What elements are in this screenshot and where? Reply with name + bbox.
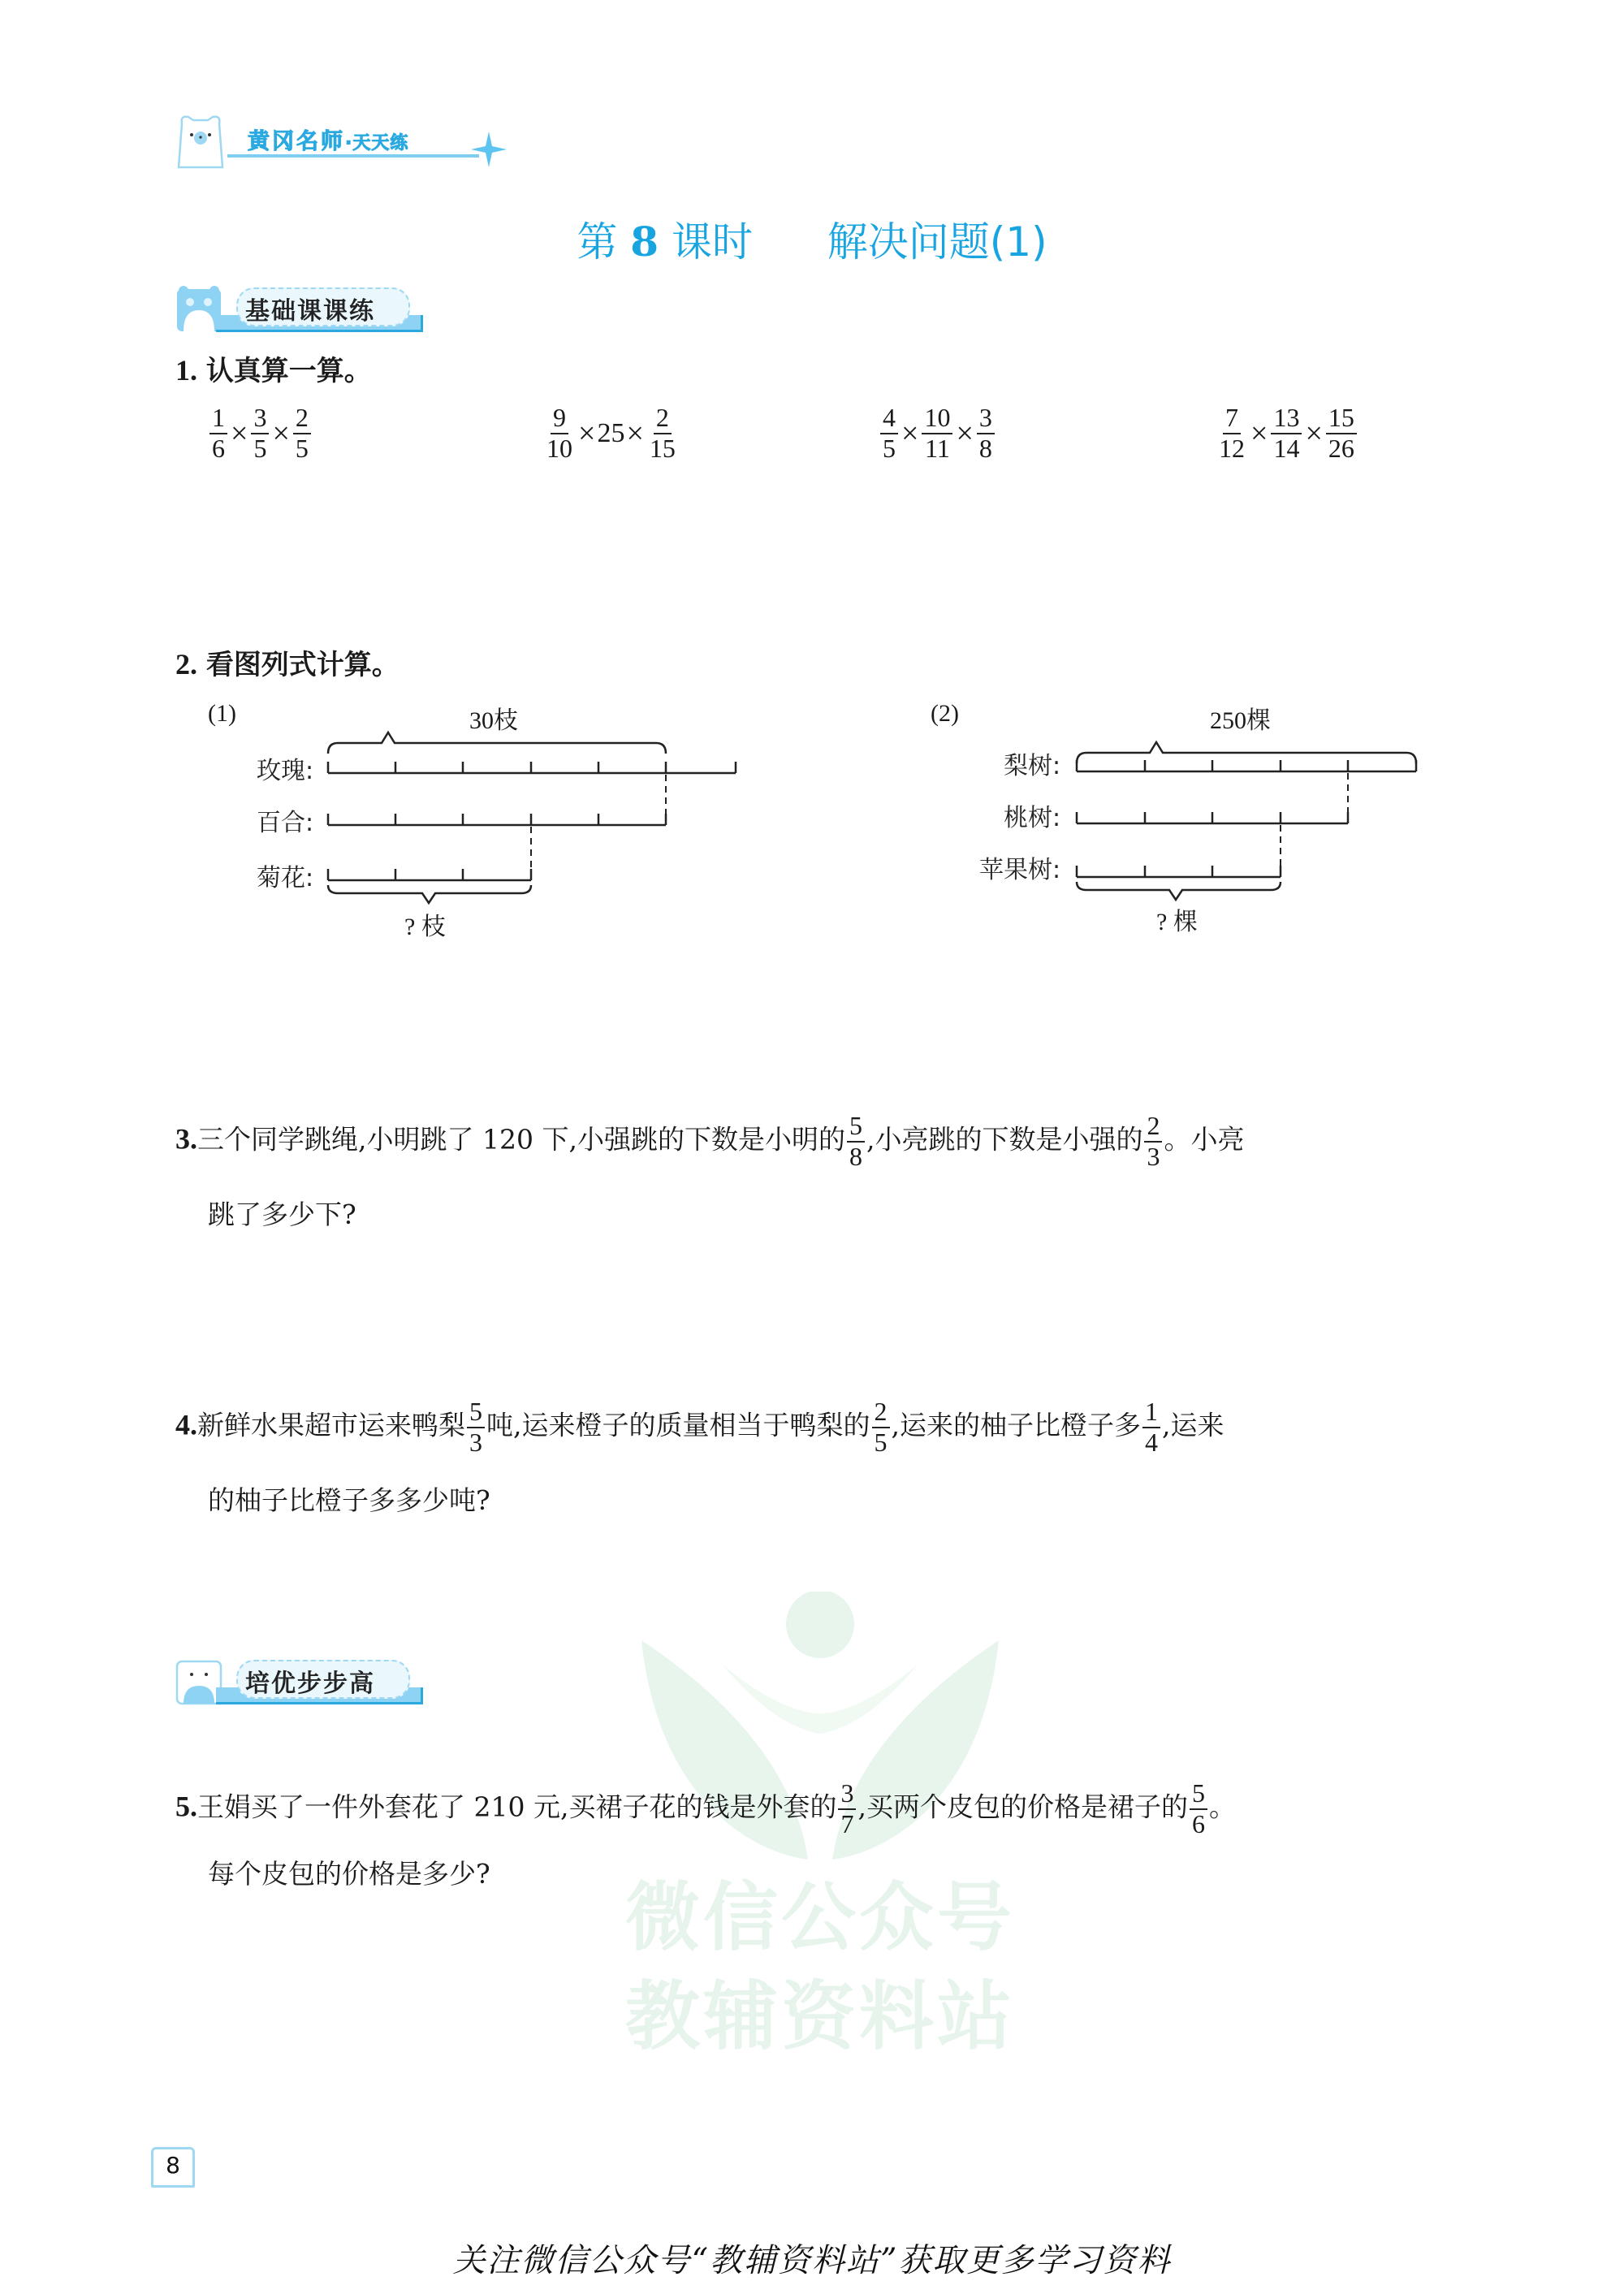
expression-4 bbox=[1215, 404, 1358, 462]
section-title-basic: 基础课课练 bbox=[245, 297, 375, 326]
lesson-topic: 解决问题(1) bbox=[827, 218, 1047, 266]
watermark-line-2: 教辅资料站 bbox=[624, 1973, 1015, 2060]
question-4-continuation: 的柚子比橙子多多少吨? bbox=[208, 1484, 490, 1516]
row-label-peach-tree: 桃树: bbox=[1004, 804, 1061, 832]
times-sign: × bbox=[272, 416, 290, 451]
times-sign: × bbox=[901, 416, 919, 451]
fraction: $\frac{5}{3}$ bbox=[467, 1398, 485, 1456]
fraction: $\frac{1}{6}$ bbox=[209, 404, 227, 462]
footer-note: 关注微信公众号“教辅资料站”获取更多学习资料 bbox=[452, 2242, 1172, 2279]
fraction: $\frac{2}{15}$ bbox=[649, 403, 676, 463]
diagram-1-unknown: ? 枝 bbox=[404, 914, 446, 940]
title-prefix: 第 bbox=[577, 218, 618, 266]
times-sign: × bbox=[578, 416, 596, 451]
times-sign: × bbox=[231, 416, 248, 451]
row-label-pear-tree: 梨树: bbox=[1004, 752, 1061, 780]
section-banner-advanced bbox=[175, 1657, 419, 1705]
question-3-continuation: 跳了多少下? bbox=[208, 1199, 356, 1230]
row-label-chrysanthemum: 菊花: bbox=[257, 864, 314, 892]
question-4 bbox=[175, 1398, 1224, 1456]
question-text: ,买两个皮包的价格是裙子的 bbox=[857, 1791, 1188, 1823]
question-2-heading bbox=[175, 650, 400, 679]
row-label-lily: 百合: bbox=[257, 809, 314, 837]
brand-title bbox=[248, 123, 408, 155]
row-label-rose: 玫瑰: bbox=[257, 757, 314, 785]
question-prompt: 认真算一算。 bbox=[205, 355, 372, 387]
page-number-badge bbox=[151, 2144, 197, 2188]
question-5-continuation: 每个皮包的价格是多少? bbox=[208, 1858, 490, 1890]
fraction: $\frac{5}{8}$ bbox=[847, 1112, 865, 1170]
fraction: $\frac{13}{14}$ bbox=[1271, 404, 1302, 462]
question-number: 3. bbox=[175, 1122, 197, 1156]
fraction: $\frac{2}{5}$ bbox=[293, 404, 311, 462]
fraction: $\frac{3}{5}$ bbox=[251, 404, 269, 462]
diagram-2-unknown: ? 棵 bbox=[1156, 909, 1198, 935]
fraction: $\frac{15}{26}$ bbox=[1326, 404, 1357, 462]
expression-2 bbox=[542, 404, 680, 462]
section-title-advanced: 培优步步高 bbox=[245, 1670, 375, 1698]
question-number: 4. bbox=[175, 1408, 197, 1441]
question-5 bbox=[175, 1780, 1236, 1838]
brand-header bbox=[171, 114, 512, 171]
question-3 bbox=[175, 1112, 1244, 1170]
diagram-1-label: (1) bbox=[208, 700, 236, 727]
section-banner-basic bbox=[175, 284, 419, 333]
times-sign: × bbox=[1250, 416, 1268, 451]
question-number: 2. bbox=[175, 648, 197, 680]
question-text: 王娟买了一件外套花了 210 元,买裙子花的钱是外套的 bbox=[197, 1791, 837, 1823]
page-title bbox=[0, 210, 1624, 268]
fraction: $\frac{2}{3}$ bbox=[1144, 1112, 1162, 1170]
question-number: 5. bbox=[175, 1790, 197, 1823]
fraction: $\frac{9}{10}$ bbox=[546, 403, 572, 463]
fraction: $\frac{3}{8}$ bbox=[977, 404, 995, 462]
fraction: $\frac{1}{4}$ bbox=[1142, 1398, 1160, 1456]
question-text: ,运来的柚子比橙子多 bbox=[891, 1409, 1141, 1441]
row-label-apple-tree: 苹果树: bbox=[979, 856, 1061, 884]
brand-subtitle: ·天天练 bbox=[345, 133, 409, 153]
brand-name: 黄冈名师 bbox=[248, 129, 345, 154]
question-prompt: 看图列式计算。 bbox=[205, 649, 400, 681]
polar-bear-icon bbox=[174, 114, 227, 171]
lesson-number: 8 bbox=[630, 218, 659, 266]
question-number: 1. bbox=[175, 354, 197, 387]
fraction: $\frac{5}{6}$ bbox=[1190, 1780, 1207, 1838]
segment-diagram-2 bbox=[1056, 715, 1445, 909]
fraction: $\frac{4}{5}$ bbox=[880, 404, 898, 462]
sparkle-star-icon bbox=[471, 132, 507, 167]
fraction: $\frac{2}{5}$ bbox=[872, 1398, 890, 1456]
question-text: 吨,运来橙子的质量相当于鸭梨的 bbox=[486, 1409, 870, 1441]
watermark-line-1: 微信公众号 bbox=[624, 1874, 1015, 1961]
diagram-2-total: 250棵 bbox=[1210, 707, 1271, 734]
expression-3 bbox=[879, 404, 996, 462]
times-sign: × bbox=[956, 416, 974, 451]
fraction: $\frac{7}{12}$ bbox=[1219, 403, 1245, 463]
question-text: 新鲜水果超市运来鸭梨 bbox=[197, 1409, 465, 1441]
expression-1 bbox=[208, 404, 313, 462]
fraction: $\frac{10}{11}$ bbox=[922, 404, 952, 462]
title-suffix: 课时 bbox=[671, 218, 753, 266]
segment-diagram-1 bbox=[268, 715, 755, 909]
times-sign: × bbox=[1305, 416, 1323, 451]
integer: 25 bbox=[597, 417, 625, 448]
diagram-2-label: (2) bbox=[931, 700, 959, 727]
times-sign: × bbox=[626, 416, 644, 451]
page-number: 8 bbox=[166, 2152, 180, 2179]
question-text: 。 bbox=[1208, 1791, 1236, 1823]
question-text: ,运来 bbox=[1162, 1409, 1224, 1441]
diagram-1-total: 30枝 bbox=[469, 707, 518, 734]
watermark-logo-icon bbox=[625, 1592, 1015, 1884]
question-text: 三个同学跳绳,小明跳了 120 下,小强跳的下数是小明的 bbox=[197, 1123, 845, 1156]
question-1-heading bbox=[175, 356, 372, 385]
question-text: 。小亮 bbox=[1164, 1123, 1245, 1156]
question-text: ,小亮跳的下数是小强的 bbox=[866, 1123, 1143, 1156]
fraction: $\frac{3}{7}$ bbox=[838, 1780, 856, 1838]
